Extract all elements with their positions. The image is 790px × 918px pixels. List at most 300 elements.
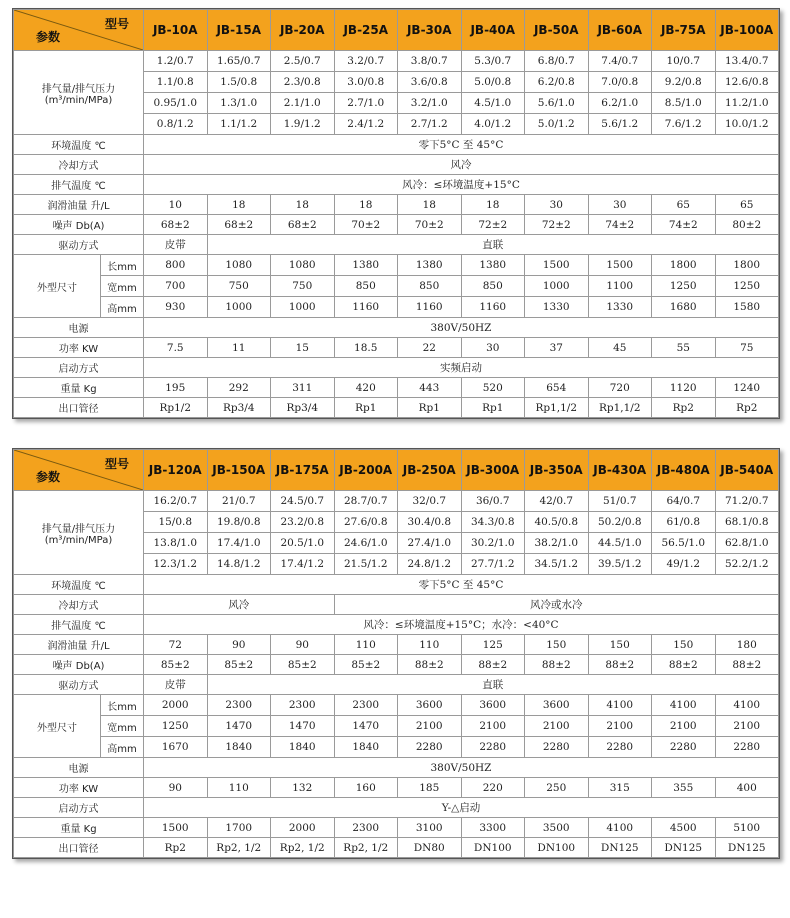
power-value: 15 (271, 338, 335, 358)
start-method-value: Y-△启动 (144, 798, 779, 818)
oil-volume-value: 65 (652, 195, 716, 215)
dim-length-value: 1380 (461, 255, 525, 276)
flow-value: 6.2/0.8 (525, 72, 589, 93)
header-model-label: 型号 (104, 17, 129, 31)
flow-value: 16.2/0.7 (144, 491, 208, 512)
noise-value: 68±2 (144, 215, 208, 235)
flow-value: 13.8/1.0 (144, 533, 208, 554)
flow-value: 3.0/0.8 (334, 72, 398, 93)
flow-value: 51/0.7 (588, 491, 652, 512)
flow-value: 3.2/1.0 (398, 93, 462, 114)
power-value: 110 (207, 778, 271, 798)
weight-value: 1700 (207, 818, 271, 838)
ambient-temp-label: 环境温度 ℃ (14, 575, 144, 595)
dim-height-label: 高mm (101, 297, 144, 318)
dim-height-value: 1840 (334, 737, 398, 758)
dim-width-label: 宽mm (101, 716, 144, 737)
header-model-label: 型号 (104, 457, 129, 471)
flow-label: 排气量/排气压力 (41, 523, 116, 535)
drive-label: 驱动方式 (14, 235, 144, 255)
flow-value: 64/0.7 (652, 491, 716, 512)
dim-length-value: 3600 (525, 695, 589, 716)
flow-value: 24.6/1.0 (334, 533, 398, 554)
model-header: JB-430A (588, 450, 652, 491)
weight-value: 1500 (144, 818, 208, 838)
noise-value: 68±2 (207, 215, 271, 235)
power-source-value: 380V/50HZ (144, 758, 779, 778)
power-label: 功率 KW (14, 338, 144, 358)
flow-value: 5.6/1.2 (588, 114, 652, 135)
flow-value: 0.8/1.2 (144, 114, 208, 135)
oil-volume-label: 润滑油量 升/L (14, 635, 144, 655)
power-value: 55 (652, 338, 716, 358)
noise-value: 72±2 (525, 215, 589, 235)
power-value: 250 (525, 778, 589, 798)
dim-length-value: 1800 (715, 255, 779, 276)
outlet-size-label: 出口管径 (14, 398, 144, 418)
oil-volume-value: 150 (588, 635, 652, 655)
noise-value: 70±2 (334, 215, 398, 235)
outlet-size-value: Rp1/2 (144, 398, 208, 418)
dim-length-value: 1380 (398, 255, 462, 276)
power-value: 220 (461, 778, 525, 798)
noise-value: 74±2 (652, 215, 716, 235)
dim-length-value: 2000 (144, 695, 208, 716)
model-header: JB-300A (461, 450, 525, 491)
ambient-temp-label: 环境温度 ℃ (14, 135, 144, 155)
weight-value: 1120 (652, 378, 716, 398)
power-source-label: 电源 (14, 758, 144, 778)
dim-width-value: 850 (398, 276, 462, 297)
exhaust-temp-label: 排气温度 ℃ (14, 175, 144, 195)
header-corner (14, 450, 144, 491)
power-value: 7.5 (144, 338, 208, 358)
power-value: 18.5 (334, 338, 398, 358)
flow-value: 1.2/0.7 (144, 51, 208, 72)
dim-width-value: 850 (461, 276, 525, 297)
oil-volume-value: 110 (398, 635, 462, 655)
flow-value: 8.5/1.0 (652, 93, 716, 114)
start-method-label: 启动方式 (14, 358, 144, 378)
dim-length-value: 1380 (334, 255, 398, 276)
noise-value: 88±2 (715, 655, 779, 675)
dim-width-value: 2100 (715, 716, 779, 737)
dim-height-value: 2280 (398, 737, 462, 758)
flow-value: 44.5/1.0 (588, 533, 652, 554)
oil-volume-value: 18 (207, 195, 271, 215)
drive-label: 驱动方式 (14, 675, 144, 695)
model-header: JB-100A (715, 10, 779, 51)
model-header: JB-30A (398, 10, 462, 51)
dim-width-value: 750 (271, 276, 335, 297)
drive-belt: 皮带 (144, 235, 208, 255)
weight-value: 1240 (715, 378, 779, 398)
model-header: JB-15A (207, 10, 271, 51)
power-value: 45 (588, 338, 652, 358)
flow-label: 排气量/排气压力 (41, 83, 116, 95)
dim-height-value: 930 (144, 297, 208, 318)
outlet-size-value: Rp1,1/2 (525, 398, 589, 418)
dim-width-value: 1470 (334, 716, 398, 737)
power-label: 功率 KW (14, 778, 144, 798)
flow-value: 12.3/1.2 (144, 554, 208, 575)
spec-table (13, 9, 779, 418)
outlet-size-value: Rp2 (144, 838, 208, 858)
cooling-value-water: 风冷或水冷 (334, 595, 779, 615)
dim-height-value: 1000 (207, 297, 271, 318)
dim-width-value: 2100 (398, 716, 462, 737)
noise-value: 85±2 (271, 655, 335, 675)
model-header: JB-25A (334, 10, 398, 51)
flow-value: 20.5/1.0 (271, 533, 335, 554)
oil-volume-value: 90 (271, 635, 335, 655)
dim-width-value: 1250 (144, 716, 208, 737)
start-method-value: 实频启动 (144, 358, 779, 378)
flow-value: 3.6/0.8 (398, 72, 462, 93)
flow-value: 4.0/1.2 (461, 114, 525, 135)
flow-value: 2.1/1.0 (271, 93, 335, 114)
model-header: JB-50A (525, 10, 589, 51)
outlet-size-value: Rp1 (461, 398, 525, 418)
flow-value: 24.5/0.7 (271, 491, 335, 512)
outlet-size-value: DN100 (525, 838, 589, 858)
ambient-temp-value: 零下5°C 至 45°C (144, 135, 779, 155)
flow-value: 1.65/0.7 (207, 51, 271, 72)
weight-label: 重量 Kg (14, 378, 144, 398)
header-param-label: 参数 (36, 470, 61, 484)
flow-value: 6.8/0.7 (525, 51, 589, 72)
flow-value: 5.0/0.8 (461, 72, 525, 93)
noise-value: 68±2 (271, 215, 335, 235)
flow-value: 21/0.7 (207, 491, 271, 512)
power-value: 355 (652, 778, 716, 798)
dim-height-value: 1160 (461, 297, 525, 318)
dim-width-value: 1100 (588, 276, 652, 297)
model-header: JB-250A (398, 450, 462, 491)
dim-width-value: 2100 (588, 716, 652, 737)
weight-value: 520 (461, 378, 525, 398)
flow-value: 32/0.7 (398, 491, 462, 512)
dim-length-value: 1080 (271, 255, 335, 276)
dim-height-value: 1840 (207, 737, 271, 758)
dim-height-value: 2280 (652, 737, 716, 758)
weight-value: 3500 (525, 818, 589, 838)
noise-value: 70±2 (398, 215, 462, 235)
flow-value: 2.7/1.2 (398, 114, 462, 135)
outlet-size-value: DN125 (652, 838, 716, 858)
flow-value: 13.4/0.7 (715, 51, 779, 72)
cooling-label: 冷却方式 (14, 155, 144, 175)
flow-value: 30.2/1.0 (461, 533, 525, 554)
flow-value: 27.4/1.0 (398, 533, 462, 554)
dim-width-value: 1250 (715, 276, 779, 297)
flow-value: 10/0.7 (652, 51, 716, 72)
oil-volume-value: 18 (461, 195, 525, 215)
spec-table (13, 449, 779, 858)
dim-width-label: 宽mm (101, 276, 144, 297)
flow-value: 5.6/1.0 (525, 93, 589, 114)
weight-value: 5100 (715, 818, 779, 838)
dim-height-value: 1680 (652, 297, 716, 318)
flow-value: 2.3/0.8 (271, 72, 335, 93)
flow-unit: (m³/min/MPa) (44, 534, 113, 546)
dim-height-value: 1160 (398, 297, 462, 318)
flow-value: 9.2/0.8 (652, 72, 716, 93)
flow-value: 17.4/1.0 (207, 533, 271, 554)
model-header: JB-20A (271, 10, 335, 51)
flow-value: 61/0.8 (652, 512, 716, 533)
header-param-label: 参数 (36, 30, 61, 44)
flow-value: 7.6/1.2 (652, 114, 716, 135)
oil-volume-value: 65 (715, 195, 779, 215)
flow-value: 40.5/0.8 (525, 512, 589, 533)
weight-value: 4500 (652, 818, 716, 838)
model-header: JB-200A (334, 450, 398, 491)
flow-value: 2.7/1.0 (334, 93, 398, 114)
weight-value: 311 (271, 378, 335, 398)
flow-value: 39.5/1.2 (588, 554, 652, 575)
noise-value: 85±2 (207, 655, 271, 675)
flow-value: 50.2/0.8 (588, 512, 652, 533)
oil-volume-value: 10 (144, 195, 208, 215)
dim-width-value: 750 (207, 276, 271, 297)
flow-value: 7.4/0.7 (588, 51, 652, 72)
model-header: JB-120A (144, 450, 208, 491)
weight-value: 443 (398, 378, 462, 398)
dim-height-value: 2280 (588, 737, 652, 758)
flow-value: 1.5/0.8 (207, 72, 271, 93)
flow-value: 36/0.7 (461, 491, 525, 512)
oil-volume-value: 110 (334, 635, 398, 655)
model-header: JB-150A (207, 450, 271, 491)
dim-height-label: 高mm (101, 737, 144, 758)
weight-label: 重量 Kg (14, 818, 144, 838)
dim-length-value: 1500 (525, 255, 589, 276)
flow-unit: (m³/min/MPa) (44, 94, 113, 106)
dimensions-label: 外型尺寸 (14, 695, 101, 758)
noise-value: 74±2 (588, 215, 652, 235)
weight-value: 3100 (398, 818, 462, 838)
power-value: 22 (398, 338, 462, 358)
header-corner (14, 10, 144, 51)
flow-value: 27.7/1.2 (461, 554, 525, 575)
dim-length-label: 长mm (101, 695, 144, 716)
dim-height-value: 1000 (271, 297, 335, 318)
flow-value: 19.8/0.8 (207, 512, 271, 533)
cooling-label: 冷却方式 (14, 595, 144, 615)
dim-length-label: 长mm (101, 255, 144, 276)
dim-height-value: 1840 (271, 737, 335, 758)
outlet-size-value: Rp2 (715, 398, 779, 418)
power-value: 315 (588, 778, 652, 798)
start-method-label: 启动方式 (14, 798, 144, 818)
noise-label: 噪声 Db(A) (14, 215, 144, 235)
oil-volume-value: 18 (271, 195, 335, 215)
noise-value: 88±2 (398, 655, 462, 675)
weight-value: 654 (525, 378, 589, 398)
model-header: JB-540A (715, 450, 779, 491)
flow-label-cell (14, 491, 144, 575)
dim-length-value: 1500 (588, 255, 652, 276)
oil-volume-value: 72 (144, 635, 208, 655)
weight-value: 2300 (334, 818, 398, 838)
noise-value: 80±2 (715, 215, 779, 235)
weight-value: 720 (588, 378, 652, 398)
flow-value: 24.8/1.2 (398, 554, 462, 575)
model-header: JB-175A (271, 450, 335, 491)
flow-value: 6.2/1.0 (588, 93, 652, 114)
dim-length-value: 2300 (271, 695, 335, 716)
flow-value: 17.4/1.2 (271, 554, 335, 575)
flow-value: 1.1/0.8 (144, 72, 208, 93)
flow-value: 5.3/0.7 (461, 51, 525, 72)
power-value: 11 (207, 338, 271, 358)
noise-value: 85±2 (144, 655, 208, 675)
noise-value: 88±2 (525, 655, 589, 675)
flow-value: 4.5/1.0 (461, 93, 525, 114)
weight-value: 292 (207, 378, 271, 398)
dim-height-value: 2280 (525, 737, 589, 758)
dim-length-value: 4100 (588, 695, 652, 716)
dim-length-value: 3600 (398, 695, 462, 716)
flow-value: 28.7/0.7 (334, 491, 398, 512)
flow-value: 0.95/1.0 (144, 93, 208, 114)
flow-value: 38.2/1.0 (525, 533, 589, 554)
dimensions-label: 外型尺寸 (14, 255, 101, 318)
flow-value: 7.0/0.8 (588, 72, 652, 93)
outlet-size-value: Rp1,1/2 (588, 398, 652, 418)
model-header: JB-10A (144, 10, 208, 51)
outlet-size-value: DN125 (715, 838, 779, 858)
flow-value: 68.1/0.8 (715, 512, 779, 533)
flow-label-cell (14, 51, 144, 135)
dim-height-value: 1330 (588, 297, 652, 318)
dim-length-value: 2300 (207, 695, 271, 716)
dim-length-value: 2300 (334, 695, 398, 716)
drive-belt: 皮带 (144, 675, 208, 695)
model-header: JB-480A (652, 450, 716, 491)
outlet-size-label: 出口管径 (14, 838, 144, 858)
weight-value: 4100 (588, 818, 652, 838)
power-value: 400 (715, 778, 779, 798)
flow-value: 10.0/1.2 (715, 114, 779, 135)
dim-width-value: 2100 (525, 716, 589, 737)
dim-width-value: 1470 (207, 716, 271, 737)
outlet-size-value: DN100 (461, 838, 525, 858)
dim-length-value: 1800 (652, 255, 716, 276)
oil-volume-label: 润滑油量 升/L (14, 195, 144, 215)
flow-value: 1.3/1.0 (207, 93, 271, 114)
outlet-size-value: Rp2, 1/2 (334, 838, 398, 858)
exhaust-temp-label: 排气温度 ℃ (14, 615, 144, 635)
weight-value: 420 (334, 378, 398, 398)
flow-value: 12.6/0.8 (715, 72, 779, 93)
model-header: JB-40A (461, 10, 525, 51)
outlet-size-value: DN125 (588, 838, 652, 858)
dim-width-value: 2100 (652, 716, 716, 737)
dim-height-value: 1580 (715, 297, 779, 318)
power-source-value: 380V/50HZ (144, 318, 779, 338)
flow-value: 34.3/0.8 (461, 512, 525, 533)
outlet-size-value: Rp1 (398, 398, 462, 418)
flow-value: 62.8/1.0 (715, 533, 779, 554)
power-value: 160 (334, 778, 398, 798)
model-header: JB-60A (588, 10, 652, 51)
flow-value: 3.2/0.7 (334, 51, 398, 72)
outlet-size-value: Rp1 (334, 398, 398, 418)
flow-value: 42/0.7 (525, 491, 589, 512)
dim-width-value: 2100 (461, 716, 525, 737)
dim-height-value: 2280 (461, 737, 525, 758)
dim-height-value: 2280 (715, 737, 779, 758)
model-header: JB-75A (652, 10, 716, 51)
outlet-size-value: Rp2, 1/2 (207, 838, 271, 858)
power-source-label: 电源 (14, 318, 144, 338)
oil-volume-value: 125 (461, 635, 525, 655)
power-value: 75 (715, 338, 779, 358)
noise-value: 72±2 (461, 215, 525, 235)
noise-value: 88±2 (652, 655, 716, 675)
outlet-size-value: DN80 (398, 838, 462, 858)
outlet-size-value: Rp2, 1/2 (271, 838, 335, 858)
flow-value: 27.6/0.8 (334, 512, 398, 533)
spec-table-large-models (12, 448, 780, 859)
noise-value: 85±2 (334, 655, 398, 675)
oil-volume-value: 18 (398, 195, 462, 215)
power-value: 37 (525, 338, 589, 358)
exhaust-temp-value: 风冷：≤环境温度+15°C；水冷：<40°C (144, 615, 779, 635)
dim-length-value: 3600 (461, 695, 525, 716)
dim-width-value: 700 (144, 276, 208, 297)
power-value: 90 (144, 778, 208, 798)
dim-width-value: 1250 (652, 276, 716, 297)
flow-value: 52.2/1.2 (715, 554, 779, 575)
dim-height-value: 1670 (144, 737, 208, 758)
dim-length-value: 4100 (652, 695, 716, 716)
cooling-value: 风冷 (144, 155, 779, 175)
flow-value: 21.5/1.2 (334, 554, 398, 575)
dim-height-value: 1330 (525, 297, 589, 318)
oil-volume-value: 18 (334, 195, 398, 215)
ambient-temp-value: 零下5°C 至 45°C (144, 575, 779, 595)
drive-direct: 直联 (207, 235, 779, 255)
flow-value: 5.0/1.2 (525, 114, 589, 135)
noise-label: 噪声 Db(A) (14, 655, 144, 675)
spec-table-small-models (12, 8, 780, 419)
power-value: 132 (271, 778, 335, 798)
dim-width-value: 1470 (271, 716, 335, 737)
flow-value: 23.2/0.8 (271, 512, 335, 533)
dim-length-value: 1080 (207, 255, 271, 276)
oil-volume-value: 150 (525, 635, 589, 655)
flow-value: 30.4/0.8 (398, 512, 462, 533)
flow-value: 3.8/0.7 (398, 51, 462, 72)
flow-value: 71.2/0.7 (715, 491, 779, 512)
weight-value: 3300 (461, 818, 525, 838)
flow-value: 56.5/1.0 (652, 533, 716, 554)
flow-value: 34.5/1.2 (525, 554, 589, 575)
power-value: 185 (398, 778, 462, 798)
flow-value: 1.1/1.2 (207, 114, 271, 135)
outlet-size-value: Rp3/4 (207, 398, 271, 418)
flow-value: 15/0.8 (144, 512, 208, 533)
exhaust-temp-value: 风冷：≤环境温度+15°C (144, 175, 779, 195)
oil-volume-value: 30 (525, 195, 589, 215)
weight-value: 195 (144, 378, 208, 398)
flow-value: 49/1.2 (652, 554, 716, 575)
drive-direct: 直联 (207, 675, 779, 695)
oil-volume-value: 30 (588, 195, 652, 215)
